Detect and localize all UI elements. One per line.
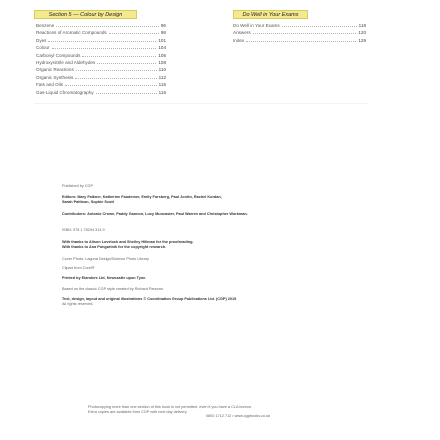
toc-entry-title: Gas-Liquid Chromatography bbox=[36, 89, 94, 95]
toc-entry-page: 112 bbox=[158, 74, 166, 80]
toc-entry-page: 105 bbox=[158, 52, 166, 58]
dot-leader bbox=[253, 30, 357, 34]
toc-entry-page: 108 bbox=[158, 59, 166, 65]
toc-entry-title: Benzene bbox=[36, 23, 55, 28]
cover-photo-text: Cover Photo: Laguna Design/Science Photo Library bbox=[62, 257, 149, 261]
proofreading-thanks-text: With thanks to Alison Lovelock and Shelley Hillman for the proofreading. bbox=[62, 240, 194, 244]
toc-entry bbox=[233, 38, 366, 45]
dot-leader bbox=[96, 90, 157, 94]
toc-entry bbox=[36, 60, 166, 67]
toc-entry-title: Hydroxynitrile and Aldehydes bbox=[36, 59, 96, 65]
photocopy-notice-text: Photocopying more than one section of this book is not permitted, even if you have a CLA licence. bbox=[88, 405, 253, 409]
toc-entry bbox=[36, 38, 166, 45]
dot-leader bbox=[75, 75, 156, 79]
toc-entry-page: 115 bbox=[158, 82, 166, 88]
toc-entry bbox=[233, 23, 366, 30]
published-by-text: Published by CGP bbox=[62, 184, 94, 188]
dot-leader bbox=[282, 23, 357, 27]
toc-entry-title: Carbonyl Compounds bbox=[36, 52, 81, 58]
copyright-thanks-text: With thanks to Ana Pungartnik for the copyright research. bbox=[62, 244, 167, 249]
toc-entry bbox=[36, 23, 166, 30]
contributors-text: Contributors: Antonio Crowe, Paddy Gannon, Lucy Muncaster, Paul Warren and Christopher Workman. bbox=[62, 212, 248, 216]
dot-leader bbox=[97, 60, 156, 64]
contact-text: 0800 1712 712 • www.cgpbooks.co.uk bbox=[205, 414, 271, 419]
toc-right-column bbox=[233, 23, 366, 45]
toc-entry-page: 120 bbox=[358, 30, 366, 36]
toc-entry bbox=[36, 75, 166, 82]
toc-entry bbox=[36, 82, 166, 89]
dot-leader bbox=[65, 82, 157, 86]
printed-by-text: Printed by Elanders Ltd, Newcastle upon Tyne. bbox=[62, 276, 147, 280]
toc-entry-title: Reactions of Aromatic Compounds bbox=[36, 30, 107, 36]
toc-entry-page: 118 bbox=[358, 23, 366, 28]
rights-reserved-text: All rights reserved. bbox=[62, 301, 94, 306]
editors-text: Editors: Mary Falkner, Katherine Faudemer, Emily Forsberg, Paul Jordin, Rachel Kordan, bbox=[62, 195, 222, 199]
based-on-text: Based on the classic CGP style created by Richard Parsons. bbox=[62, 287, 164, 291]
extra-copies-text: Extra copies are available from CGP with next day delivery. bbox=[88, 409, 188, 414]
copyright-text: Text, design, layout and original illustrations © Coordination Group Publications Ltd. (CGP) 2015 bbox=[62, 297, 237, 301]
toc-entry-page: 98 bbox=[160, 30, 166, 36]
toc-left-column bbox=[36, 23, 166, 97]
toc-entry-title: Dyes bbox=[36, 37, 47, 43]
dot-leader bbox=[48, 38, 156, 42]
section-divider bbox=[34, 103, 369, 104]
dot-leader bbox=[56, 23, 159, 27]
dot-leader bbox=[82, 53, 156, 57]
toc-entry-page: 101 bbox=[158, 37, 166, 43]
toc-entry-page: 104 bbox=[158, 45, 166, 51]
toc-entry bbox=[36, 30, 166, 37]
toc-entry bbox=[233, 30, 366, 37]
section-tab: Section 5 — Colour by Design bbox=[34, 10, 137, 19]
toc-entry bbox=[36, 90, 166, 97]
isbn-text: ISBN: 978 1 78294 314 9 bbox=[62, 228, 105, 232]
exams-tab: Do Well in Your Exams bbox=[233, 10, 308, 19]
toc-entry-title: Organic Synthesis bbox=[36, 74, 74, 80]
toc-entry-title: Colour bbox=[36, 45, 50, 51]
toc-entry-title: Index bbox=[233, 37, 245, 43]
toc-entry-page: 129 bbox=[358, 37, 366, 43]
toc-entry-page: 96 bbox=[160, 23, 166, 28]
toc-entry bbox=[36, 67, 166, 74]
toc-entry-title: Answers bbox=[233, 30, 251, 36]
footer-notice bbox=[88, 405, 388, 419]
toc-entry-title: Organic Reactions bbox=[36, 67, 74, 73]
editors-text-continued: Sarah Pattison, Sophie Scott bbox=[62, 199, 114, 204]
dot-leader bbox=[246, 38, 356, 42]
toc-entry-title: Do Well in Your Exams bbox=[233, 23, 280, 28]
dot-leader bbox=[52, 45, 157, 49]
toc-entry-title: Fats and Oils bbox=[36, 82, 64, 88]
toc-entry bbox=[36, 53, 166, 60]
dot-leader bbox=[76, 67, 157, 71]
toc-entry-page: 110 bbox=[158, 67, 166, 73]
toc-entry bbox=[36, 45, 166, 52]
dot-leader bbox=[109, 30, 159, 34]
clipart-text: Clipart from Corel® bbox=[62, 266, 95, 270]
toc-entry-page: 116 bbox=[158, 89, 166, 95]
